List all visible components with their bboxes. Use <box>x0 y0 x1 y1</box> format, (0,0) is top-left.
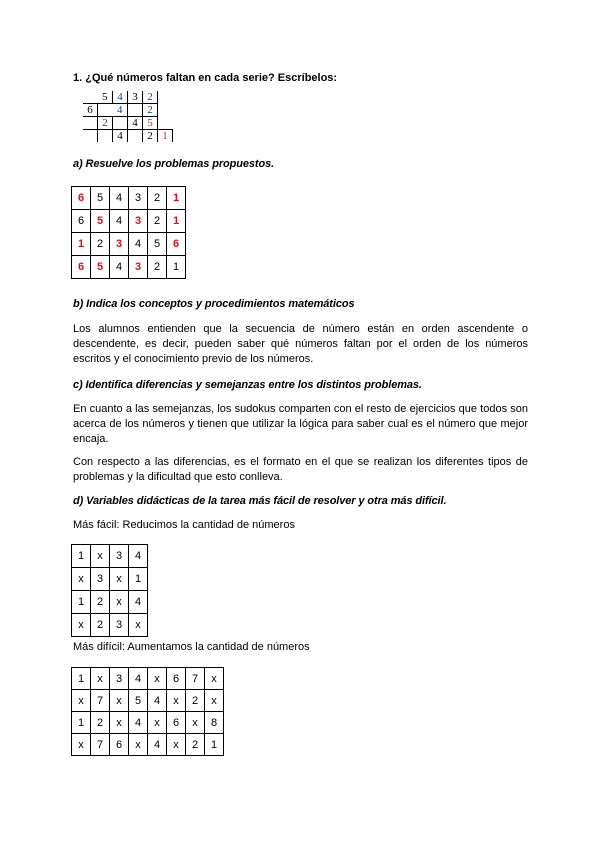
mini-cell: 3 <box>128 91 143 104</box>
grid-cell: 2 <box>148 256 167 279</box>
grid-cell: 5 <box>129 690 148 712</box>
grid-cell: x <box>72 614 91 637</box>
grid-cell: 4 <box>148 690 167 712</box>
grid-cell: x <box>148 712 167 734</box>
easier-variant-label: Más fácil: Reducimos la cantidad de números <box>73 519 295 531</box>
grid-row <box>72 545 148 568</box>
grid-row <box>72 690 224 712</box>
grid-cell: 4 <box>129 545 148 568</box>
grid-cell: 7 <box>91 734 110 756</box>
grid-cell: x <box>72 568 91 591</box>
grid-cell: 1 <box>167 187 186 210</box>
grid-cell: 3 <box>110 545 129 568</box>
mini-cell: 2 <box>143 130 158 143</box>
grid-cell: 1 <box>72 545 91 568</box>
grid-cell: 6 <box>72 256 91 279</box>
mini-cell: 4 <box>113 130 128 143</box>
grid-cell: 6 <box>110 734 129 756</box>
grid-cell: 3 <box>110 614 129 637</box>
grid-cell: 5 <box>91 256 110 279</box>
section-c-title: c) Identifica diferencias y semejanzas entre los distintos problemas. <box>73 379 422 391</box>
grid-cell: 4 <box>110 187 129 210</box>
mini-cell: 4 <box>113 91 128 104</box>
grid-row <box>72 256 186 279</box>
grid-row <box>72 712 224 734</box>
grid-cell: 5 <box>91 187 110 210</box>
grid-cell: 6 <box>167 233 186 256</box>
grid-cell: 6 <box>167 668 186 690</box>
grid-cell: 6 <box>72 187 91 210</box>
grid-cell: 4 <box>110 256 129 279</box>
grid-cell: 5 <box>91 210 110 233</box>
grid-cell: 1 <box>72 668 91 690</box>
grid-cell: 2 <box>186 690 205 712</box>
grid-cell: x <box>167 690 186 712</box>
grid-row <box>72 187 186 210</box>
grid-cell: 1 <box>167 210 186 233</box>
mini-cell: 2 <box>98 117 113 130</box>
grid-cell: x <box>110 568 129 591</box>
grid-cell: 3 <box>110 233 129 256</box>
grid-cell: 6 <box>167 712 186 734</box>
grid-cell: x <box>72 690 91 712</box>
grid-cell: x <box>110 690 129 712</box>
section-b-paragraph: Los alumnos entienden que la secuencia de número están en orden ascendente o descendente, es decir, pueden saber qué números faltan por el orden de los números escritos y el conocimiento previo de los números. <box>73 323 528 365</box>
grid-cell: 3 <box>91 568 110 591</box>
grid-cell: 4 <box>129 712 148 734</box>
grid-cell: x <box>129 614 148 637</box>
grid-row <box>72 734 224 756</box>
grid-cell: 5 <box>148 233 167 256</box>
grid-row <box>72 210 186 233</box>
grid-cell: 3 <box>110 668 129 690</box>
harder-grid <box>71 667 224 756</box>
grid-cell: 2 <box>186 734 205 756</box>
grid-cell: 4 <box>148 734 167 756</box>
grid-cell: 1 <box>167 256 186 279</box>
grid-row <box>72 568 148 591</box>
grid-cell: 2 <box>91 712 110 734</box>
grid-cell: 2 <box>91 233 110 256</box>
grid-cell: x <box>205 690 224 712</box>
grid-row <box>72 591 148 614</box>
grid-cell: x <box>91 545 110 568</box>
grid-cell: x <box>110 591 129 614</box>
grid-cell: 6 <box>72 210 91 233</box>
grid-cell: x <box>129 734 148 756</box>
grid-cell: x <box>72 734 91 756</box>
grid-cell: x <box>186 712 205 734</box>
grid-cell: 1 <box>205 734 224 756</box>
grid-cell: x <box>205 668 224 690</box>
grid-row <box>72 668 224 690</box>
grid-cell: 2 <box>91 614 110 637</box>
mini-cell: 4 <box>128 117 143 130</box>
section-c-paragraph-1: En cuanto a las semejanzas, los sudokus comparten con el resto de ejercicios que todos son acerca de los números y tienen que utilizar la lógica para saber cual es el número que mejor encaja. <box>73 403 528 445</box>
section-b-title: b) Indica los conceptos y procedimientos matemáticos <box>73 298 355 310</box>
grid-cell: 2 <box>148 187 167 210</box>
mini-cell: 6 <box>83 104 98 117</box>
grid-cell: 1 <box>72 591 91 614</box>
grid-row <box>72 233 186 256</box>
grid-row <box>72 614 148 637</box>
easier-grid <box>71 544 148 637</box>
mini-cell: 5 <box>143 117 158 130</box>
grid-cell: 4 <box>110 210 129 233</box>
grid-cell: x <box>110 712 129 734</box>
mini-cell: 4 <box>113 104 128 117</box>
grid-cell: 7 <box>186 668 205 690</box>
grid-cell: 2 <box>91 591 110 614</box>
mini-cell: 1 <box>158 130 173 143</box>
grid-cell: 4 <box>129 668 148 690</box>
grid-cell: 2 <box>148 210 167 233</box>
grid-cell: 8 <box>205 712 224 734</box>
grid-cell: 7 <box>91 690 110 712</box>
section-c-paragraph-2: Con respecto a las diferencias, es el formato en el que se realizan los diferentes tipos de problemas y la dificultad que esto conlleva. <box>73 456 528 483</box>
grid-cell: 4 <box>129 591 148 614</box>
mini-number-puzzle <box>83 91 173 142</box>
mini-cell: 5 <box>98 91 113 104</box>
solution-grid <box>71 186 186 279</box>
grid-cell: x <box>91 668 110 690</box>
section-a-title: a) Resuelve los problemas propuestos. <box>73 158 275 170</box>
grid-cell: 4 <box>129 233 148 256</box>
grid-cell: 3 <box>129 256 148 279</box>
grid-cell: x <box>148 668 167 690</box>
mini-cell: 2 <box>143 104 158 117</box>
question-1-title: 1. ¿Qué números faltan en cada serie? Escríbelos: <box>73 72 338 84</box>
grid-cell: 3 <box>129 210 148 233</box>
harder-variant-label: Más difícil: Aumentamos la cantidad de números <box>73 641 310 653</box>
grid-cell: 3 <box>129 187 148 210</box>
section-d-title: d) Variables didácticas de la tarea más fácil de resolver y otra más difícil. <box>73 495 447 507</box>
grid-cell: 1 <box>72 712 91 734</box>
mini-cell: 2 <box>143 91 158 104</box>
grid-cell: 1 <box>129 568 148 591</box>
grid-cell: x <box>167 734 186 756</box>
grid-cell: 1 <box>72 233 91 256</box>
